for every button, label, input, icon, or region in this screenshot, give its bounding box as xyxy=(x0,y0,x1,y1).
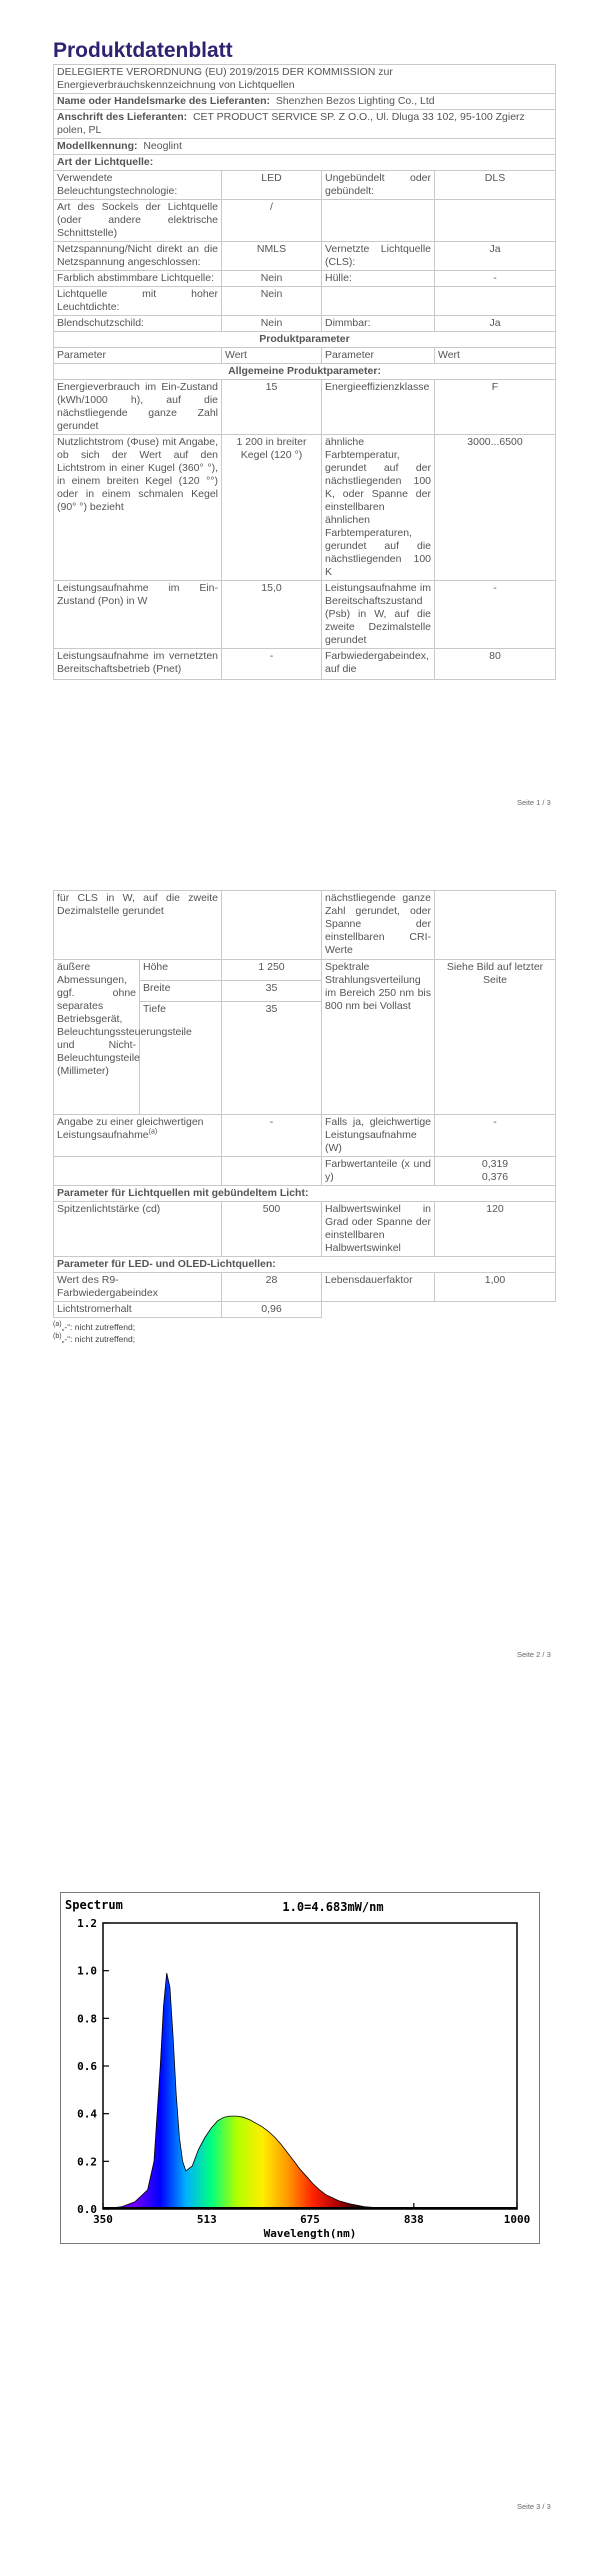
energy-class-value: F xyxy=(435,380,556,435)
beam-angle-value: 120 xyxy=(435,1202,556,1257)
colour-tuneable-label: Farblich abstimmbare Lichtquelle: xyxy=(54,271,222,287)
anti-glare-label: Blendschutzschild: xyxy=(54,316,222,332)
peak-intensity-label: Spitzenlichtstärke (cd) xyxy=(54,1202,222,1257)
supplier-address-row xyxy=(54,110,556,139)
chart-title: Spectrum xyxy=(65,1898,123,1912)
standby-power-value: - xyxy=(435,581,556,649)
empty-cell xyxy=(435,287,556,316)
peak-intensity-value: 500 xyxy=(222,1202,322,1257)
chart-scale-note: 1.0=4.683mW/nm xyxy=(282,1900,384,1914)
supplier-name-row xyxy=(54,94,556,110)
page-number: Seite 3 / 3 xyxy=(517,2502,551,2511)
energy-consumption-value: 15 xyxy=(222,380,322,435)
footnote-a-mark: (a) xyxy=(53,1321,62,1329)
y-tick-label: 0.2 xyxy=(77,2155,97,2169)
y-tick-label: 0.4 xyxy=(77,2107,97,2121)
page-1 xyxy=(53,38,555,680)
empty-cell xyxy=(322,287,435,316)
survival-factor-value: 1,00 xyxy=(435,1273,556,1302)
depth-label: Tiefe xyxy=(140,1002,222,1115)
footnote-b-mark: (b) xyxy=(53,1333,62,1341)
x-tick-label: 513 xyxy=(196,2213,217,2226)
survival-factor-label: Lebensdauerfaktor xyxy=(322,1273,435,1302)
cri-label: Farbwiedergabeindex, auf die xyxy=(322,649,435,680)
footnote-ref-a: (a) xyxy=(148,1128,158,1136)
product-parameters-heading: Produktparameter xyxy=(54,332,556,348)
r9-value: 28 xyxy=(222,1273,322,1302)
y-tick-label: 0.6 xyxy=(77,2060,97,2073)
footnote-b xyxy=(53,1333,555,1345)
empty-cell xyxy=(435,891,556,960)
cls-label: Vernetzte Lichtquelle (CLS): xyxy=(322,242,435,271)
empty-cell xyxy=(322,200,435,242)
directional-parameters-heading: Parameter für Lichtquellen mit gebündeltem Licht: xyxy=(54,1186,556,1202)
anti-glare-value: Nein xyxy=(222,316,322,332)
footnote-a xyxy=(53,1321,555,1333)
equivalent-power-claim-text: Angabe zu einer gleichwertigen Leistungsaufnahme xyxy=(57,1116,204,1141)
width-value: 35 xyxy=(222,981,322,1002)
footnote-a-text: „-“: nicht zutreffend; xyxy=(61,1322,136,1332)
spectrum-chart xyxy=(61,1893,539,2243)
chromaticity-x: 0,319 xyxy=(481,1158,509,1170)
chromaticity-value xyxy=(435,1157,556,1186)
cct-value: 3000...6500 xyxy=(435,435,556,581)
chromaticity-label: Farbwertanteile (x und y) xyxy=(322,1157,435,1186)
networked-standby-value: - xyxy=(222,649,322,680)
energy-consumption-label: Energieverbrauch im Ein-Zustand (kWh/1000 h), auf die nächstliegende ganze Zahl gerundet xyxy=(54,380,222,435)
supplier-name-value: Shenzhen Bezos Lighting Co., Ltd xyxy=(275,95,435,107)
spectral-distribution-value: Siehe Bild auf letzter Seite xyxy=(435,960,556,1115)
equivalent-power-claim-value: - xyxy=(222,1115,322,1157)
x-tick-label: 838 xyxy=(403,2213,424,2226)
column-header-parameter: Parameter xyxy=(54,348,222,364)
cap-type-value: / xyxy=(222,200,322,242)
envelope-label: Hülle: xyxy=(322,271,435,287)
supplier-address-label: Anschrift des Lieferanten: xyxy=(57,111,188,123)
datasheet-table-page2 xyxy=(53,890,556,1318)
chromaticity-y: 0,376 xyxy=(481,1171,509,1183)
page-number: Seite 1 / 3 xyxy=(517,798,551,807)
x-tick-label: 675 xyxy=(300,2213,320,2226)
on-mode-power-label xyxy=(54,581,222,649)
high-luminance-label: Lichtquelle mit hoher Leuchtdichte: xyxy=(54,287,222,316)
equivalent-power-claim-label xyxy=(54,1115,222,1157)
spectral-distribution-label: Spektrale Strahlungsverteilung im Bereich 250 nm bis 800 nm bei Vollast xyxy=(322,960,435,1115)
spectrum-area xyxy=(103,1973,517,2209)
networked-standby-label: Leistungsaufnahme im vernetzten Bereitschaftsbetrieb (Pnet) xyxy=(54,649,222,680)
energy-class-label: Energieeffizienzklasse xyxy=(322,380,435,435)
height-label: Höhe xyxy=(140,960,222,981)
led-parameters-heading: Parameter für LED- und OLED-Lichtquellen: xyxy=(54,1257,556,1273)
networked-standby-label-cont: für CLS in W, auf die zweite Dezimalstelle gerundet xyxy=(54,891,222,960)
column-header-value: Wert xyxy=(222,348,322,364)
colour-tuneable-value: Nein xyxy=(222,271,322,287)
model-value: Neoglint xyxy=(143,140,182,152)
standby-power-label: Leistungsaufnahme im Bereitschaftszustand (Psb) in W, auf die zweite Dezimalstelle gerundet xyxy=(322,581,435,649)
dimmable-value: Ja xyxy=(435,316,556,332)
empty-cell xyxy=(435,1302,556,1318)
directional-label: Ungebündelt oder gebündelt: xyxy=(322,171,435,200)
page-number: Seite 2 / 3 xyxy=(517,1650,551,1659)
supplier-name-label: Name oder Handelsmarke des Lieferanten: xyxy=(57,95,270,107)
lumen-maintenance-label: Lichtstromerhalt xyxy=(54,1302,222,1318)
equivalent-power-value: - xyxy=(435,1115,556,1157)
dimensions-label: äußere Abmessungen, ggf. ohne separates Betriebsgerät, Beleuchtungssteuerungsteile und Nicht-Beleuchtungsteile (Millimeter) xyxy=(54,960,140,1115)
height-value: 1 250 xyxy=(222,960,322,981)
datasheet-table-page1 xyxy=(53,64,556,680)
dimmable-label: Dimmbar: xyxy=(322,316,435,332)
page-2 xyxy=(53,890,555,1345)
cri-label-cont: nächstliegende ganze Zahl gerundet, oder Spanne der einstellbaren CRI-Werte xyxy=(322,891,435,960)
width-label: Breite xyxy=(140,981,222,1002)
cri-value: 80 xyxy=(435,649,556,680)
general-parameters-heading: Allgemeine Produktparameter: xyxy=(54,364,556,380)
light-source-type-heading: Art der Lichtquelle: xyxy=(54,155,556,171)
r9-label: Wert des R9-Farbwiedergabeindex xyxy=(54,1273,222,1302)
technology-label: Verwendete Beleuchtungstechnologie: xyxy=(54,171,222,200)
column-header-value: Wert xyxy=(435,348,556,364)
model-row xyxy=(54,139,556,155)
on-mode-power-text: Leistungsaufnahme im Ein-Zustand (Pon) in W xyxy=(57,582,218,607)
cls-value: Ja xyxy=(435,242,556,271)
mains-value: NMLS xyxy=(222,242,322,271)
cct-label: ähnliche Farbtemperatur, gerundet auf der nächstliegenden 100 K, oder Spanne der einstellbaren ähnlichen Farbtemperaturen, gerundet auf die nächstliegenden 100 K xyxy=(322,435,435,581)
high-luminance-value: Nein xyxy=(222,287,322,316)
y-tick-label: 1.2 xyxy=(77,1917,97,1930)
mains-label: Netzspannung/Nicht direkt an die Netzspannung angeschlossen: xyxy=(54,242,222,271)
page-title: Produktdatenblatt xyxy=(53,39,233,62)
equivalent-power-label: Falls ja, gleichwertige Leistungsaufnahme (W) xyxy=(322,1115,435,1157)
technology-value: LED xyxy=(222,171,322,200)
on-mode-power-value: 15,0 xyxy=(222,581,322,649)
depth-value: 35 xyxy=(222,1002,322,1115)
y-tick-label: 1.0 xyxy=(77,1964,97,1978)
empty-cell xyxy=(222,891,322,960)
empty-cell xyxy=(435,200,556,242)
envelope-value: - xyxy=(435,271,556,287)
regulation-intro: DELEGIERTE VERORDNUNG (EU) 2019/2015 DER KOMMISSION zur Energieverbrauchskennzeichnung von Lichtquellen xyxy=(54,65,556,94)
model-label: Modellkennung: xyxy=(57,140,138,152)
y-tick-label: 0.0 xyxy=(77,2203,97,2216)
useful-flux-value: 1 200 in breiter Kegel (120 °) xyxy=(222,435,322,581)
x-tick-label: 350 xyxy=(93,2213,113,2226)
useful-flux-label: Nutzlichtstrom (Φuse) mit Angabe, ob sich der Wert auf den Lichtstrom in einer Kugel (360° °), in einem breiten Kegel (120 °°) oder in einem schmalen Kegel (90° °) bezieht xyxy=(54,435,222,581)
supplier-address-value: CET PRODUCT SERVICE SP. Z O.O., Ul. Dluga 33 102, 95-100 Zgierz polen, PL xyxy=(57,111,525,136)
cap-type-label: Art des Sockels der Lichtquelle (oder andere elektrische Schnittstelle) xyxy=(54,200,222,242)
x-axis-label: Wavelength(nm) xyxy=(263,2227,357,2240)
column-header-parameter: Parameter xyxy=(322,348,435,364)
footnote-b-text: „-“: nicht zutreffend; xyxy=(61,1334,136,1344)
spectrum-figure xyxy=(60,1892,540,2244)
beam-angle-label: Halbwertswinkel in Grad oder Spanne der einstellbaren Halbwertswinkel xyxy=(322,1202,435,1257)
empty-cell xyxy=(222,1157,322,1186)
empty-cell xyxy=(322,1302,435,1318)
x-tick-label: 1000 xyxy=(503,2213,531,2226)
directional-value: DLS xyxy=(435,171,556,200)
lumen-maintenance-value: 0,96 xyxy=(222,1302,322,1318)
y-tick-label: 0.8 xyxy=(77,2012,97,2026)
empty-cell xyxy=(54,1157,222,1186)
